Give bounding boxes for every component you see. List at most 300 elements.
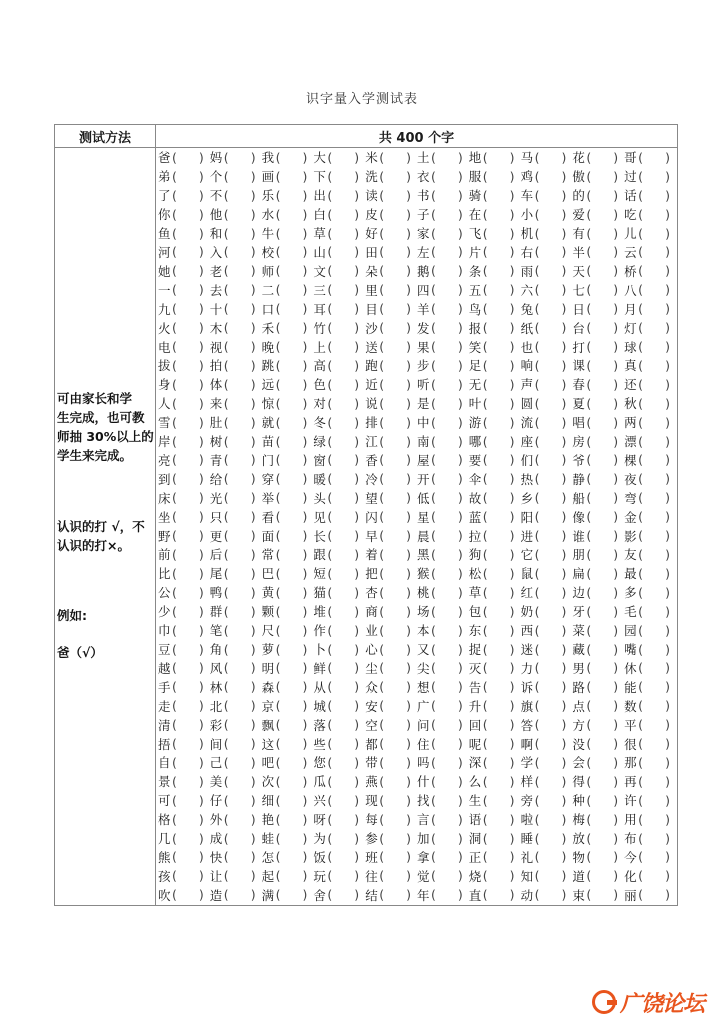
character-cell[interactable] (521, 621, 573, 639)
character-cell[interactable] (572, 451, 624, 469)
character-cell[interactable] (158, 243, 210, 261)
character-cell[interactable] (469, 640, 521, 658)
character-cell[interactable] (624, 338, 676, 356)
character-cell[interactable] (158, 735, 210, 753)
character-cell[interactable] (521, 772, 573, 790)
character-cell[interactable] (210, 470, 262, 488)
character-cell[interactable] (365, 753, 417, 771)
character-cell[interactable] (469, 413, 521, 431)
character-cell[interactable] (624, 640, 676, 658)
character-cell[interactable] (262, 394, 314, 412)
character-cell[interactable] (210, 716, 262, 734)
character-cell[interactable] (521, 432, 573, 450)
character-cell[interactable] (469, 224, 521, 242)
character-cell[interactable] (624, 300, 676, 318)
character-cell[interactable] (417, 470, 469, 488)
character-cell[interactable] (624, 375, 676, 393)
character-cell[interactable] (469, 338, 521, 356)
character-cell[interactable] (262, 375, 314, 393)
character-cell[interactable] (572, 432, 624, 450)
character-cell[interactable] (365, 848, 417, 866)
character-cell[interactable] (469, 451, 521, 469)
character-cell[interactable] (210, 564, 262, 582)
character-cell[interactable] (624, 508, 676, 526)
character-cell[interactable] (469, 148, 521, 166)
character-cell[interactable] (365, 167, 417, 185)
character-cell[interactable] (521, 678, 573, 696)
character-cell[interactable] (313, 451, 365, 469)
character-cell[interactable] (469, 300, 521, 318)
character-cell[interactable] (417, 829, 469, 847)
character-cell[interactable] (365, 356, 417, 374)
character-cell[interactable] (469, 848, 521, 866)
character-cell[interactable] (158, 772, 210, 790)
character-cell[interactable] (572, 640, 624, 658)
character-cell[interactable] (624, 583, 676, 601)
character-cell[interactable] (469, 394, 521, 412)
character-cell[interactable] (210, 300, 262, 318)
character-cell[interactable] (313, 735, 365, 753)
character-cell[interactable] (313, 243, 365, 261)
character-cell[interactable] (158, 564, 210, 582)
character-cell[interactable] (313, 205, 365, 223)
character-cell[interactable] (158, 205, 210, 223)
character-cell[interactable] (210, 338, 262, 356)
character-cell[interactable] (624, 697, 676, 715)
character-cell[interactable] (210, 886, 262, 904)
character-cell[interactable] (521, 167, 573, 185)
character-cell[interactable] (417, 451, 469, 469)
character-cell[interactable] (469, 829, 521, 847)
character-cell[interactable] (572, 753, 624, 771)
character-cell[interactable] (210, 621, 262, 639)
character-cell[interactable] (521, 564, 573, 582)
character-cell[interactable] (158, 678, 210, 696)
character-cell[interactable] (572, 621, 624, 639)
character-cell[interactable] (521, 281, 573, 299)
character-cell[interactable] (624, 148, 676, 166)
character-cell[interactable] (158, 451, 210, 469)
character-cell[interactable] (365, 602, 417, 620)
character-cell[interactable] (572, 243, 624, 261)
character-cell[interactable] (624, 867, 676, 885)
character-cell[interactable] (417, 753, 469, 771)
character-cell[interactable] (521, 186, 573, 204)
character-cell[interactable] (210, 829, 262, 847)
character-cell[interactable] (262, 527, 314, 545)
character-cell[interactable] (313, 848, 365, 866)
character-cell[interactable] (313, 394, 365, 412)
character-cell[interactable] (158, 545, 210, 563)
character-cell[interactable] (469, 527, 521, 545)
character-cell[interactable] (624, 470, 676, 488)
character-cell[interactable] (158, 583, 210, 601)
character-cell[interactable] (572, 886, 624, 904)
character-cell[interactable] (365, 224, 417, 242)
character-cell[interactable] (210, 319, 262, 337)
character-cell[interactable] (365, 697, 417, 715)
character-cell[interactable] (417, 262, 469, 280)
character-cell[interactable] (365, 678, 417, 696)
character-cell[interactable] (572, 848, 624, 866)
character-cell[interactable] (313, 829, 365, 847)
character-cell[interactable] (572, 167, 624, 185)
character-cell[interactable] (365, 564, 417, 582)
character-cell[interactable] (210, 224, 262, 242)
character-cell[interactable] (572, 772, 624, 790)
character-cell[interactable] (521, 583, 573, 601)
character-cell[interactable] (262, 262, 314, 280)
character-cell[interactable] (262, 413, 314, 431)
character-cell[interactable] (521, 829, 573, 847)
character-cell[interactable] (521, 867, 573, 885)
character-cell[interactable] (469, 810, 521, 828)
character-cell[interactable] (521, 508, 573, 526)
character-cell[interactable] (469, 545, 521, 563)
character-cell[interactable] (262, 772, 314, 790)
character-cell[interactable] (417, 678, 469, 696)
character-cell[interactable] (417, 716, 469, 734)
character-cell[interactable] (469, 678, 521, 696)
character-cell[interactable] (365, 451, 417, 469)
character-cell[interactable] (365, 319, 417, 337)
character-cell[interactable] (624, 224, 676, 242)
character-cell[interactable] (417, 413, 469, 431)
character-cell[interactable] (469, 489, 521, 507)
character-cell[interactable] (262, 659, 314, 677)
character-cell[interactable] (572, 338, 624, 356)
character-cell[interactable] (624, 243, 676, 261)
character-cell[interactable] (158, 753, 210, 771)
character-cell[interactable] (469, 791, 521, 809)
character-cell[interactable] (417, 697, 469, 715)
character-cell[interactable] (469, 621, 521, 639)
character-cell[interactable] (365, 867, 417, 885)
character-cell[interactable] (365, 508, 417, 526)
character-cell[interactable] (210, 186, 262, 204)
character-cell[interactable] (365, 338, 417, 356)
character-cell[interactable] (572, 413, 624, 431)
character-cell[interactable] (624, 602, 676, 620)
character-cell[interactable] (313, 148, 365, 166)
character-cell[interactable] (572, 697, 624, 715)
character-cell[interactable] (521, 356, 573, 374)
character-cell[interactable] (624, 791, 676, 809)
character-cell[interactable] (572, 810, 624, 828)
character-cell[interactable] (417, 186, 469, 204)
character-cell[interactable] (210, 527, 262, 545)
character-cell[interactable] (262, 697, 314, 715)
character-cell[interactable] (210, 375, 262, 393)
character-cell[interactable] (469, 697, 521, 715)
character-cell[interactable] (417, 375, 469, 393)
character-cell[interactable] (365, 829, 417, 847)
character-cell[interactable] (521, 451, 573, 469)
character-cell[interactable] (158, 640, 210, 658)
character-cell[interactable] (469, 262, 521, 280)
character-cell[interactable] (158, 602, 210, 620)
character-cell[interactable] (521, 489, 573, 507)
character-cell[interactable] (262, 432, 314, 450)
character-cell[interactable] (572, 489, 624, 507)
character-cell[interactable] (624, 432, 676, 450)
character-cell[interactable] (521, 148, 573, 166)
character-cell[interactable] (210, 281, 262, 299)
character-cell[interactable] (572, 659, 624, 677)
character-cell[interactable] (262, 583, 314, 601)
character-cell[interactable] (210, 489, 262, 507)
character-cell[interactable] (572, 564, 624, 582)
character-cell[interactable] (262, 470, 314, 488)
character-cell[interactable] (417, 224, 469, 242)
character-cell[interactable] (158, 338, 210, 356)
character-cell[interactable] (262, 848, 314, 866)
character-cell[interactable] (262, 281, 314, 299)
character-cell[interactable] (313, 602, 365, 620)
character-cell[interactable] (624, 564, 676, 582)
character-cell[interactable] (521, 262, 573, 280)
character-cell[interactable] (210, 659, 262, 677)
character-cell[interactable] (572, 356, 624, 374)
character-cell[interactable] (313, 300, 365, 318)
character-cell[interactable] (624, 281, 676, 299)
character-cell[interactable] (210, 678, 262, 696)
character-cell[interactable] (624, 394, 676, 412)
character-cell[interactable] (210, 602, 262, 620)
character-cell[interactable] (572, 262, 624, 280)
character-cell[interactable] (469, 602, 521, 620)
character-cell[interactable] (262, 186, 314, 204)
character-cell[interactable] (521, 848, 573, 866)
character-cell[interactable] (572, 583, 624, 601)
character-cell[interactable] (313, 224, 365, 242)
character-cell[interactable] (365, 527, 417, 545)
character-cell[interactable] (572, 735, 624, 753)
character-cell[interactable] (521, 338, 573, 356)
character-cell[interactable] (262, 300, 314, 318)
character-cell[interactable] (624, 413, 676, 431)
character-cell[interactable] (262, 640, 314, 658)
character-cell[interactable] (572, 545, 624, 563)
character-cell[interactable] (365, 583, 417, 601)
character-cell[interactable] (313, 583, 365, 601)
character-cell[interactable] (469, 508, 521, 526)
character-cell[interactable] (521, 527, 573, 545)
character-cell[interactable] (521, 697, 573, 715)
character-cell[interactable] (313, 262, 365, 280)
character-cell[interactable] (572, 300, 624, 318)
character-cell[interactable] (417, 205, 469, 223)
character-cell[interactable] (313, 470, 365, 488)
character-cell[interactable] (572, 394, 624, 412)
character-cell[interactable] (210, 167, 262, 185)
character-cell[interactable] (417, 356, 469, 374)
character-cell[interactable] (365, 772, 417, 790)
character-cell[interactable] (313, 867, 365, 885)
character-cell[interactable] (158, 356, 210, 374)
character-cell[interactable] (365, 735, 417, 753)
character-cell[interactable] (624, 716, 676, 734)
character-cell[interactable] (624, 735, 676, 753)
character-cell[interactable] (521, 886, 573, 904)
character-cell[interactable] (365, 394, 417, 412)
character-cell[interactable] (262, 205, 314, 223)
character-cell[interactable] (313, 772, 365, 790)
character-cell[interactable] (313, 167, 365, 185)
character-cell[interactable] (469, 356, 521, 374)
character-cell[interactable] (417, 300, 469, 318)
character-cell[interactable] (521, 300, 573, 318)
character-cell[interactable] (313, 338, 365, 356)
character-cell[interactable] (624, 848, 676, 866)
character-cell[interactable] (313, 697, 365, 715)
character-cell[interactable] (158, 791, 210, 809)
character-cell[interactable] (417, 602, 469, 620)
character-cell[interactable] (262, 338, 314, 356)
character-cell[interactable] (469, 281, 521, 299)
character-cell[interactable] (210, 753, 262, 771)
character-cell[interactable] (210, 451, 262, 469)
character-cell[interactable] (469, 583, 521, 601)
character-cell[interactable] (572, 224, 624, 242)
character-cell[interactable] (417, 640, 469, 658)
character-cell[interactable] (365, 186, 417, 204)
character-cell[interactable] (158, 148, 210, 166)
character-cell[interactable] (417, 867, 469, 885)
character-cell[interactable] (417, 583, 469, 601)
character-cell[interactable] (417, 545, 469, 563)
character-cell[interactable] (365, 300, 417, 318)
character-cell[interactable] (313, 621, 365, 639)
character-cell[interactable] (624, 319, 676, 337)
character-cell[interactable] (262, 716, 314, 734)
character-cell[interactable] (417, 432, 469, 450)
character-cell[interactable] (313, 716, 365, 734)
character-cell[interactable] (262, 451, 314, 469)
character-cell[interactable] (158, 697, 210, 715)
character-cell[interactable] (262, 545, 314, 563)
character-cell[interactable] (624, 753, 676, 771)
character-cell[interactable] (469, 564, 521, 582)
character-cell[interactable] (469, 432, 521, 450)
character-cell[interactable] (624, 489, 676, 507)
character-cell[interactable] (624, 829, 676, 847)
character-cell[interactable] (417, 848, 469, 866)
character-cell[interactable] (521, 753, 573, 771)
character-cell[interactable] (313, 413, 365, 431)
character-cell[interactable] (417, 319, 469, 337)
character-cell[interactable] (262, 224, 314, 242)
character-cell[interactable] (210, 205, 262, 223)
character-cell[interactable] (521, 810, 573, 828)
character-cell[interactable] (365, 205, 417, 223)
character-cell[interactable] (158, 716, 210, 734)
character-cell[interactable] (521, 243, 573, 261)
character-cell[interactable] (417, 338, 469, 356)
character-cell[interactable] (624, 678, 676, 696)
character-cell[interactable] (521, 791, 573, 809)
character-cell[interactable] (158, 375, 210, 393)
character-cell[interactable] (262, 886, 314, 904)
character-cell[interactable] (210, 148, 262, 166)
character-cell[interactable] (417, 527, 469, 545)
character-cell[interactable] (210, 697, 262, 715)
character-cell[interactable] (572, 281, 624, 299)
character-cell[interactable] (210, 791, 262, 809)
character-cell[interactable] (417, 772, 469, 790)
character-cell[interactable] (521, 470, 573, 488)
character-cell[interactable] (521, 205, 573, 223)
character-cell[interactable] (417, 167, 469, 185)
character-cell[interactable] (158, 659, 210, 677)
character-cell[interactable] (210, 356, 262, 374)
character-cell[interactable] (365, 545, 417, 563)
character-cell[interactable] (624, 205, 676, 223)
character-cell[interactable] (313, 489, 365, 507)
character-cell[interactable] (572, 205, 624, 223)
character-cell[interactable] (158, 394, 210, 412)
character-cell[interactable] (313, 678, 365, 696)
character-cell[interactable] (365, 886, 417, 904)
character-cell[interactable] (417, 659, 469, 677)
character-cell[interactable] (469, 319, 521, 337)
character-cell[interactable] (210, 848, 262, 866)
character-cell[interactable] (313, 375, 365, 393)
character-cell[interactable] (262, 753, 314, 771)
character-cell[interactable] (262, 167, 314, 185)
character-cell[interactable] (262, 148, 314, 166)
character-cell[interactable] (417, 394, 469, 412)
character-cell[interactable] (365, 432, 417, 450)
character-cell[interactable] (262, 489, 314, 507)
character-cell[interactable] (572, 319, 624, 337)
character-cell[interactable] (417, 489, 469, 507)
character-cell[interactable] (572, 829, 624, 847)
character-cell[interactable] (262, 735, 314, 753)
character-cell[interactable] (313, 753, 365, 771)
character-cell[interactable] (262, 678, 314, 696)
character-cell[interactable] (417, 621, 469, 639)
character-cell[interactable] (521, 716, 573, 734)
character-cell[interactable] (313, 432, 365, 450)
character-cell[interactable] (521, 224, 573, 242)
character-cell[interactable] (262, 810, 314, 828)
character-cell[interactable] (624, 527, 676, 545)
character-cell[interactable] (417, 791, 469, 809)
character-cell[interactable] (469, 886, 521, 904)
character-cell[interactable] (365, 148, 417, 166)
character-cell[interactable] (313, 659, 365, 677)
character-cell[interactable] (365, 375, 417, 393)
character-cell[interactable] (158, 886, 210, 904)
character-cell[interactable] (572, 602, 624, 620)
character-cell[interactable] (313, 791, 365, 809)
character-cell[interactable] (417, 508, 469, 526)
character-cell[interactable] (624, 356, 676, 374)
character-cell[interactable] (365, 470, 417, 488)
character-cell[interactable] (158, 470, 210, 488)
character-cell[interactable] (469, 716, 521, 734)
character-cell[interactable] (158, 432, 210, 450)
character-cell[interactable] (417, 564, 469, 582)
character-cell[interactable] (365, 716, 417, 734)
character-cell[interactable] (521, 735, 573, 753)
character-cell[interactable] (521, 413, 573, 431)
character-cell[interactable] (158, 262, 210, 280)
character-cell[interactable] (210, 394, 262, 412)
character-cell[interactable] (365, 791, 417, 809)
character-cell[interactable] (365, 621, 417, 639)
